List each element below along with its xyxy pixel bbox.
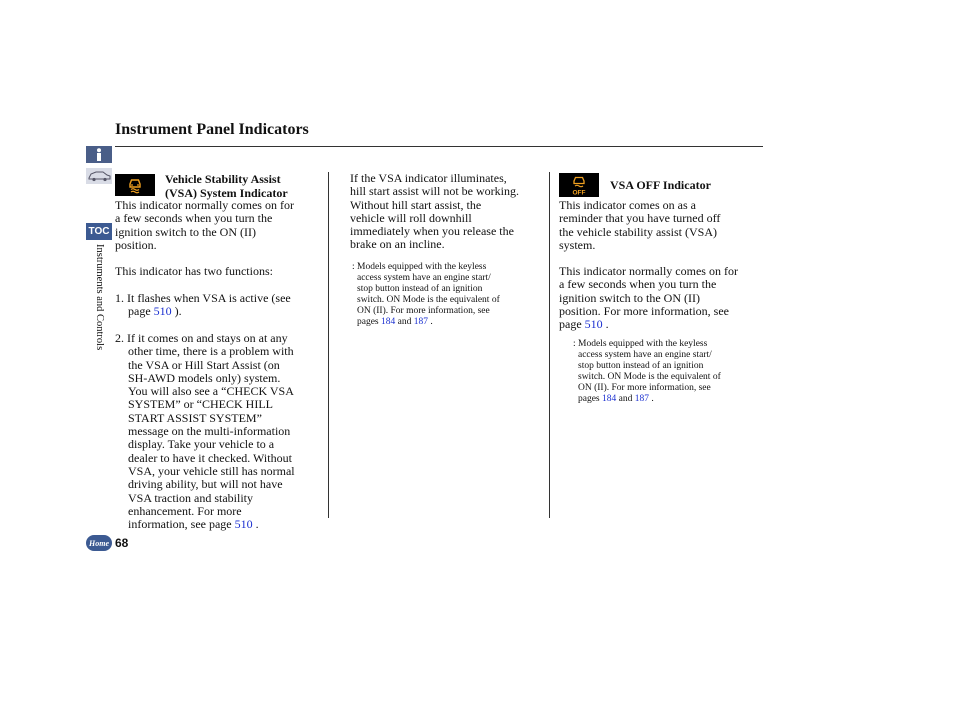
- column-divider: [549, 172, 550, 518]
- keyless-note: : Models equipped with the keyless access system have an engine start/ stop button instead of an ignition switch. ON Mode is the equivalent of ON (II). For more information, see pages 184 and 187 .: [573, 339, 721, 404]
- vsa-intro: This indicator normally comes on for a few seconds when you turn the ignition switch to the ON (II) position.: [115, 198, 294, 252]
- page-link-187[interactable]: 187: [413, 317, 428, 327]
- functions-intro: This indicator has two functions:: [115, 264, 273, 278]
- page-link-510[interactable]: 510: [234, 517, 253, 532]
- info-icon: [94, 148, 104, 162]
- vsa-heading: Vehicle Stability Assist (VSA) System Indicator: [165, 172, 288, 200]
- page-link-187[interactable]: 187: [634, 394, 649, 404]
- title-rule: [115, 146, 763, 147]
- vsa-off-indicator-icon: [559, 173, 599, 197]
- page-number: 68: [115, 536, 129, 550]
- function-item-2: 2. If it comes on and stays on at any other time, there is a problem with the VSA or Hill Start Assist (on SH-AWD models only) system. You will also see a “CHECK VSA SYSTEM” or “CHECK HILL START ASSIST SYSTEM” message on the multi-information display. Take your vehicle to a dealer to have it checked. Without VSA, your vehicle still has normal driving ability, but will not have VSA traction and stability enhancement. For more information, see page 510 .: [115, 331, 295, 532]
- vehicle-button[interactable]: [86, 168, 112, 184]
- column-divider: [328, 172, 329, 518]
- svg-text:OFF: OFF: [572, 189, 586, 196]
- toc-button[interactable]: TOC: [86, 223, 112, 240]
- home-button[interactable]: Home: [86, 535, 112, 551]
- keyless-note: : Models equipped with the keyless access system have an engine start/ stop button instead of an ignition switch. ON Mode is the equivalent of ON (II). For more information, see pages 184 and 187 .: [352, 262, 500, 327]
- page-link-184[interactable]: 184: [381, 317, 396, 327]
- section-label: Instruments and Controls: [94, 244, 105, 351]
- vsa-off-paragraph-1: This indicator comes on as a reminder that you have turned off the vehicle stability assist (VSA) system.: [559, 198, 721, 252]
- vsa-off-heading: VSA OFF Indicator: [610, 178, 711, 192]
- page-link-184[interactable]: 184: [602, 394, 617, 404]
- car-icon: [87, 170, 111, 182]
- hill-start-paragraph: If the VSA indicator illuminates, hill start assist will not be working. Without hill start assist, the vehicle will roll downhill immediately when you release the brake on an incline.: [350, 171, 519, 252]
- page-title: Instrument Panel Indicators: [115, 121, 309, 138]
- page-link-510[interactable]: 510: [584, 317, 603, 332]
- function-item-1: 1. It flashes when VSA is active (see page 510 ).: [115, 291, 291, 319]
- vsa-indicator-icon: [115, 174, 155, 196]
- page-link-510[interactable]: 510: [153, 304, 172, 319]
- vsa-off-paragraph-2: This indicator normally comes on for a few seconds when you turn the ignition switch to the ON (II) position. For more information, see page 510 .: [559, 264, 738, 332]
- info-button[interactable]: [86, 146, 112, 163]
